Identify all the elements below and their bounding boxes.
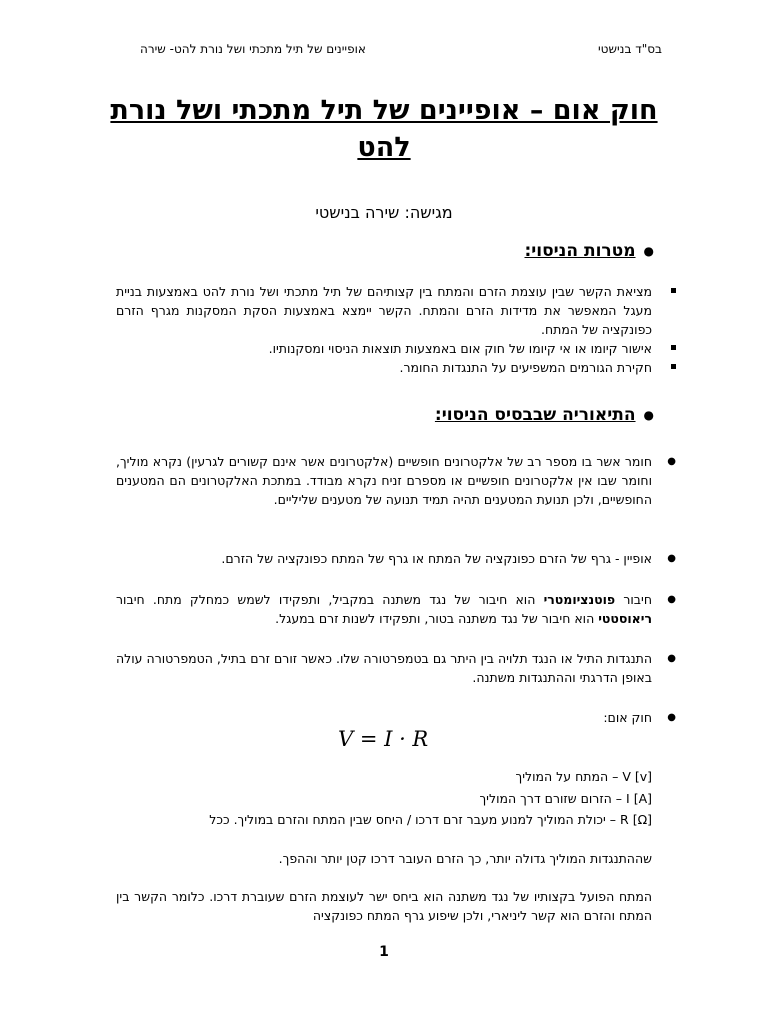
- bullet-dot: ●: [643, 244, 654, 258]
- paragraph-text: שההתנגדות המוליך גדולה יותר, כך הזרם העובר דרכו קטן יותר וההפך.: [278, 851, 652, 866]
- bold-term-rheostatic: ריאוסטטי: [598, 611, 652, 626]
- header-right: בס"ד בנישטי: [597, 42, 662, 56]
- bullet-dot: ●: [643, 408, 654, 422]
- paragraph-text: חומר אשר בו מספר רב של אלקטרונים חופשיים (אלקטרונים אשר אינם קשורים לגרעין) נקרא מוליך, וחומר שבו אין אלקטרונים חופשיים או מספרם זניח נקרא מבודד. במתכת האלקטרונים הם המטענים החופשיים, ולכן תנועת המטענים תהיה תמיד תנועה של מטענים שליליים.: [116, 454, 652, 507]
- theory-paragraph-1: [116, 452, 676, 509]
- definition-text: I [A] – הזרום שזורם דרך המוליך: [479, 791, 652, 806]
- theory-paragraph-7: [116, 887, 652, 925]
- definition-r: [116, 810, 652, 829]
- goal-item-text: מציאת הקשר שבין עוצמת הזרם והמתח בין קצותיהם של תיל מתכתי ושל נורת להט באמצעות בניית מעגל המאפשר את מדידות הזרם והמתח. הקשר יימצא באמצעות הסקת המסקנות מגרף הזרם כפונקציה של המתח.: [116, 284, 652, 337]
- section-heading-text: התיאוריה שבבסיס הניסוי:: [434, 405, 636, 425]
- section-heading-theory: [435, 404, 654, 426]
- definition-text: V [v] – המתח על המוליך: [515, 769, 652, 784]
- square-bullet: [671, 288, 676, 293]
- bullet-dot: ●: [667, 653, 676, 664]
- square-bullet: [671, 364, 676, 369]
- goal-item-3: [116, 358, 652, 377]
- bold-term-potentiometric: פוטנציומטרי: [543, 592, 616, 607]
- paragraph-text: המתח הפועל בקצותיו של נגד משתנה הוא ביחס ישר לעוצמת הזרם שעוברת דרכו. כלומר הקשר בין המתח והזרם הוא קשר ליניארי, ולכן שיפוע גרף המתח כפונקציה: [116, 889, 652, 923]
- section-heading-text: מטרות הניסוי:: [524, 241, 636, 261]
- goal-item-text: אישור קיומו או אי קיומו של חוק אום באמצעות תוצאות הניסוי ומסקנותיו.: [268, 341, 652, 356]
- bullet-dot: ●: [667, 553, 676, 564]
- bullet-dot: ●: [667, 712, 676, 723]
- paragraph-text: חוק אום:: [603, 710, 652, 725]
- bullet-dot: ●: [667, 594, 676, 605]
- paragraph-text: הוא חיבור של נגד משתנה במקביל, ותפקידו לשמש כמחלק מתח. חיבור: [116, 592, 544, 607]
- bullet-dot: ●: [667, 456, 676, 467]
- definition-v: [116, 767, 652, 786]
- presenter-line: מגישה: שירה בנישטי: [315, 203, 453, 222]
- definition-text: R [Ω] – יכולת המוליך למנוע מעבר זרם דרכו / היחס שבין המתח והזרם במוליך. ככל: [209, 812, 652, 827]
- page-number: 1: [379, 944, 389, 960]
- theory-paragraph-6: [116, 849, 652, 868]
- theory-paragraph-3: [116, 590, 676, 628]
- page-title: חוק אום – אופיינים של תיל מתכתי ושל נורת להט: [110, 95, 658, 163]
- goal-item-text: חקירת הגורמים המשפיעים על התנגדות החומר.: [399, 360, 652, 375]
- goal-item-1: [116, 282, 652, 339]
- header-left: אופיינים של תיל מתכתי ושל נורת להט- שירה: [140, 42, 366, 56]
- definition-i: [116, 789, 652, 808]
- paragraph-text: חיבור: [615, 592, 652, 607]
- paragraph-text: הוא חיבור של נגד משתנה בטור, ותפקידו לשנות זרם במעגל.: [275, 611, 599, 626]
- paragraph-text: אופיין - גרף של הזרם כפונקציה של המתח או גרף של המתח כפונקציה של הזרם.: [221, 551, 652, 566]
- square-bullet: [671, 345, 676, 350]
- theory-paragraph-2: [116, 549, 676, 568]
- section-heading-goals: [524, 240, 654, 262]
- goal-item-2: [116, 339, 652, 358]
- ohm-law-formula: V = I · R: [338, 727, 429, 751]
- theory-paragraph-4: [116, 649, 676, 687]
- theory-paragraph-5: [116, 708, 676, 727]
- paragraph-text: התנגדות התיל או הנגד תלויה בין היתר גם בטמפרטורה שלו. כאשר זורם זרם בתיל, הטמפרטורה עולה באופן הדרגתי וההתנגדות משתנה.: [116, 651, 652, 685]
